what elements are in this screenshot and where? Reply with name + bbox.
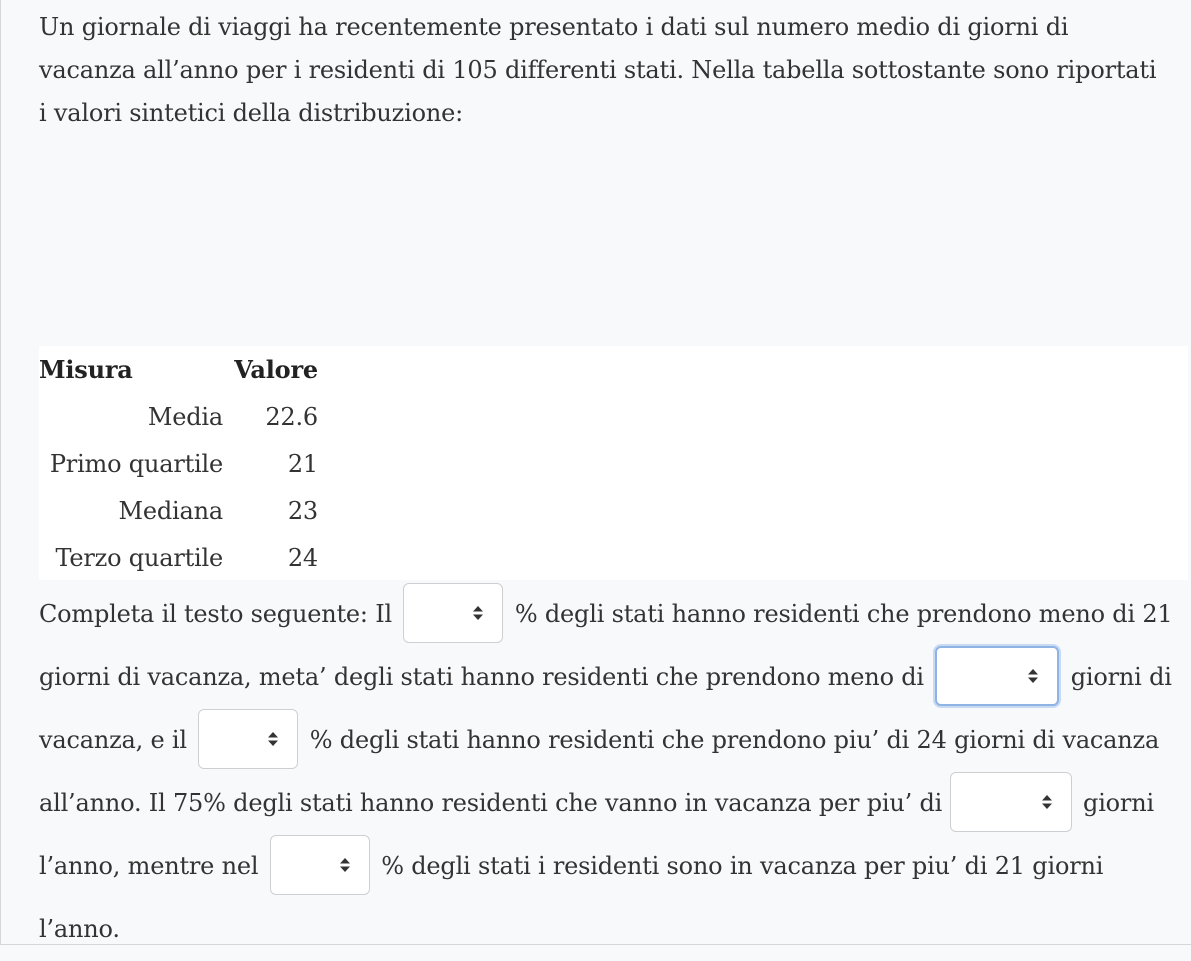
- question-text-part: Completa il testo seguente: Il: [39, 600, 392, 628]
- dropdown-first-quartile-days[interactable]: [950, 772, 1072, 832]
- dropdown-median-days[interactable]: [935, 646, 1059, 706]
- row-value: 24: [287, 543, 318, 572]
- fill-in-question: [39, 583, 1179, 961]
- sort-arrows-icon: [1027, 668, 1039, 684]
- question-text-part: % degli stati i residenti sono in vacanza per piu’ di 21 giorni l’anno.: [39, 852, 1104, 943]
- question-text-part: % degli stati hanno residenti che prendono meno di 21 giorni di vacanza, meta’ degli stati hanno residenti che prendono meno di: [39, 600, 1173, 691]
- row-label: Primo quartile: [49, 449, 223, 478]
- dropdown-percent-above-24[interactable]: [198, 709, 298, 769]
- summary-table: [39, 346, 318, 581]
- row-value: 21: [287, 449, 318, 478]
- question-text-part: % degli stati hanno residenti che prendono piu’ di 24 giorni di vacanza all’anno. Il 75% degli stati hanno residenti che vanno in vacanza per piu’ di: [39, 726, 1160, 817]
- table-row: [39, 534, 318, 581]
- table-header-row: [39, 346, 318, 393]
- question-text-part: giorni l’anno, mentre nel: [39, 789, 1154, 880]
- row-label: Media: [147, 402, 223, 431]
- sort-arrows-icon: [267, 731, 279, 747]
- column-header-misura: Misura: [39, 355, 133, 384]
- table-row: [39, 393, 318, 440]
- sort-arrows-icon: [339, 857, 351, 873]
- table-row: [39, 440, 318, 487]
- row-value: 23: [287, 496, 318, 525]
- dropdown-percent-above-21[interactable]: [270, 835, 370, 895]
- row-value: 22.6: [265, 402, 318, 431]
- sort-arrows-icon: [472, 605, 484, 621]
- question-intro: Un giornale di viaggi ha recentemente presentato i dati sul numero medio di giorni di vacanza all’anno per i residenti di 105 differenti stati. Nella tabella sottostante sono riportati i valori sintetici della distribuzione:: [39, 13, 1157, 127]
- question-text-part: giorni di vacanza, e il: [39, 663, 1172, 754]
- sort-arrows-icon: [1041, 794, 1053, 810]
- summary-table-container: [39, 346, 1188, 580]
- row-label: Mediana: [118, 496, 223, 525]
- dropdown-percent-below-21[interactable]: [403, 583, 503, 643]
- table-row: [39, 487, 318, 534]
- column-header-valore: Valore: [234, 355, 318, 384]
- row-label: Terzo quartile: [55, 543, 223, 572]
